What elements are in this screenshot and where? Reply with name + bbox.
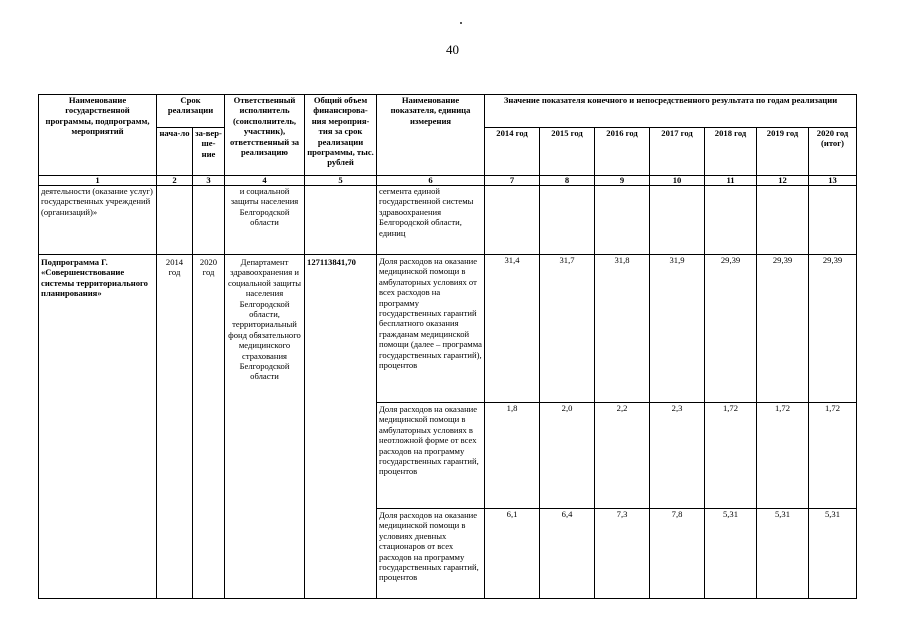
continued-indicator: сегмента единой государственной системы здравоохранения Белгородской области, единиц: [377, 186, 485, 255]
subprogram-start: 2014 год: [157, 255, 193, 599]
column-number: 6: [377, 176, 485, 186]
header-row-1: [39, 95, 857, 128]
column-number: 5: [305, 176, 377, 186]
indicator-value: 2,3: [650, 403, 705, 509]
subprogram-funding: 127113841,70: [305, 255, 377, 599]
indicator-value: 31,8: [595, 255, 650, 403]
header-funding: Общий объем финансирова-ния мероприя-тия за срок реализации программы, тыс. рублей: [305, 95, 377, 176]
continued-responsible: и социальной защиты населения Белгородской области: [225, 186, 305, 255]
continued-program-name: деятельности (оказание услуг) государственных учреждений (организаций)»: [39, 186, 157, 255]
table-row-indicator-1: [39, 255, 857, 403]
indicator-value: 1,72: [757, 403, 809, 509]
indicator-value: 5,31: [809, 509, 857, 599]
subprogram-name: Подпрограмма Г. «Совершенствование системы территориального планирования»: [39, 255, 157, 599]
indicator-value: 31,7: [540, 255, 595, 403]
indicator-value: 1,8: [485, 403, 540, 509]
column-number: 2: [157, 176, 193, 186]
column-number: 10: [650, 176, 705, 186]
table-row-continued: [39, 186, 857, 255]
column-number: 9: [595, 176, 650, 186]
indicator-value: 2,2: [595, 403, 650, 509]
header-year-2018: 2018 год: [705, 127, 757, 175]
indicator-value: 31,4: [485, 255, 540, 403]
column-number: 11: [705, 176, 757, 186]
header-year-2017: 2017 год: [650, 127, 705, 175]
column-number-row: [39, 176, 857, 186]
indicator-value: 2,0: [540, 403, 595, 509]
header-period: Срок реализации: [157, 95, 225, 128]
subprogram-responsible: Департамент здравоохранения и социальной защиты населения Белгородской области, территориальный фонд обязательного медицинского страхования Белгородской области: [225, 255, 305, 599]
indicator-value: 29,39: [705, 255, 757, 403]
header-responsible: Ответственный исполнитель (соисполнитель, участник), ответственный за реализацию: [225, 95, 305, 176]
indicator-value: 6,4: [540, 509, 595, 599]
page-number: 40: [446, 42, 459, 57]
header-year-2016: 2016 год: [595, 127, 650, 175]
indicator-value: 5,31: [705, 509, 757, 599]
indicator-value: 5,31: [757, 509, 809, 599]
column-number: 7: [485, 176, 540, 186]
header-year-2015: 2015 год: [540, 127, 595, 175]
header-program-name: Наименование государственной программы, подпрограмм, мероприятий: [39, 95, 157, 176]
indicator-value: 1,72: [809, 403, 857, 509]
header-end: за-вер-ше-ние: [193, 127, 225, 175]
indicator-value: 7,3: [595, 509, 650, 599]
header-year-2019: 2019 год: [757, 127, 809, 175]
program-table: [38, 94, 857, 599]
indicator-name: Доля расходов на оказание медицинской помощи в амбулаторных условиях от всех расходов на программу государственных гарантий бесплатного оказания гражданам медицинской помощи (далее – программа государственных гарантий), процентов: [377, 255, 485, 403]
indicator-value: 31,9: [650, 255, 705, 403]
scan-speck: [460, 22, 462, 24]
indicator-value: 1,72: [705, 403, 757, 509]
indicator-value: 7,8: [650, 509, 705, 599]
column-number: 12: [757, 176, 809, 186]
header-years-group: Значение показателя конечного и непосредственного результата по годам реализации: [485, 95, 857, 128]
header-start: нача-ло: [157, 127, 193, 175]
column-number: 1: [39, 176, 157, 186]
column-number: 3: [193, 176, 225, 186]
column-number: 4: [225, 176, 305, 186]
indicator-name: Доля расходов на оказание медицинской помощи в условиях дневных стационаров от всех расходов на программу государственных гарантий, процентов: [377, 509, 485, 599]
header-indicator: Наименование показателя, единица измерения: [377, 95, 485, 176]
column-number: 8: [540, 176, 595, 186]
indicator-value: 29,39: [757, 255, 809, 403]
indicator-value: 6,1: [485, 509, 540, 599]
header-year-2014: 2014 год: [485, 127, 540, 175]
subprogram-end: 2020 год: [193, 255, 225, 599]
indicator-name: Доля расходов на оказание медицинской помощи в амбулаторных условиях в неотложной форме от всех расходов на программу государственных гарантий, процентов: [377, 403, 485, 509]
indicator-value: 29,39: [809, 255, 857, 403]
column-number: 13: [809, 176, 857, 186]
header-year-2020: 2020 год (итог): [809, 127, 857, 175]
